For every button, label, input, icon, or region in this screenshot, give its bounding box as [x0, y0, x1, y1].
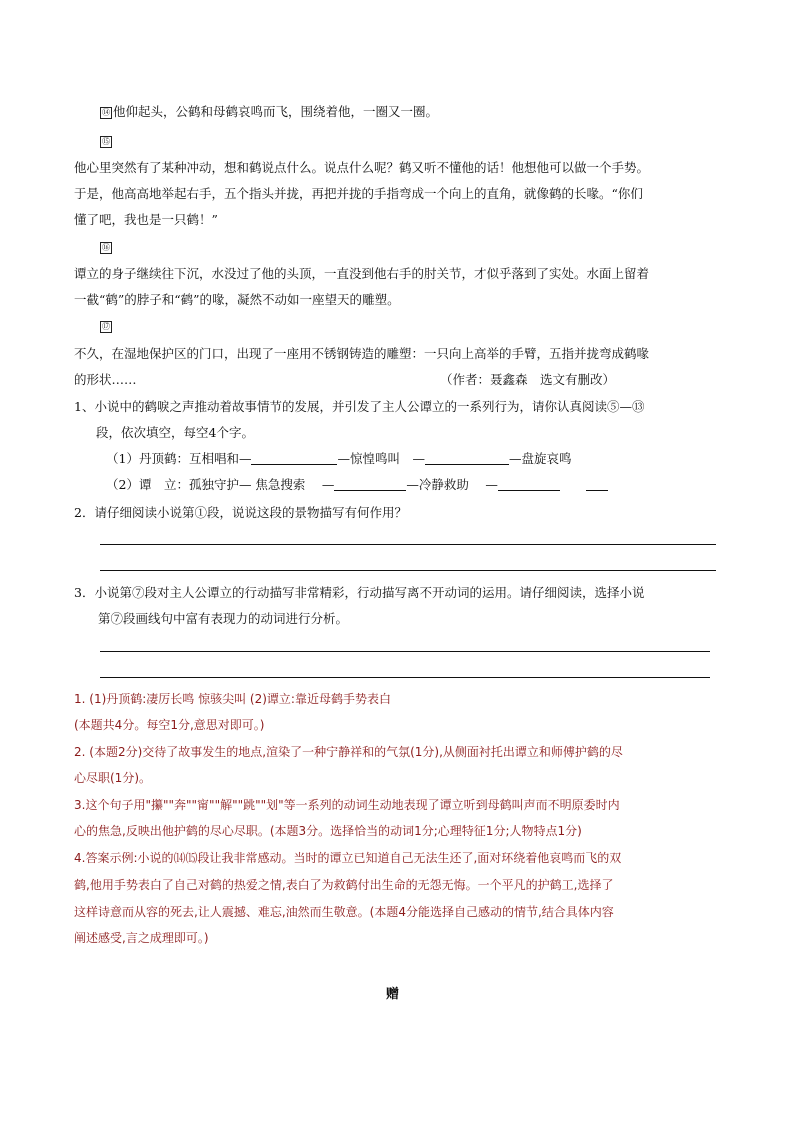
- story-paragraph-15-line-3: 懂了吧，我也是一只鹤！”: [74, 212, 218, 227]
- crane-blank-2[interactable]: [425, 452, 509, 465]
- answer-4-line-3: 这样诗意而从容的死去,让人震撼、难忘,油然而生敬意。(本题4分能选择自己感动的情节,结合具体内容: [74, 905, 614, 919]
- paragraph-15-marker-row: [100, 133, 113, 149]
- tanli-row-mid: —冷静救助 —: [406, 477, 498, 492]
- answer-4-line-1: 4.答案示例:小说的⒁⒂段让我非常感动。当时的谭立已知道自己无法生还了,面对环绕着他哀鸣而飞的双: [74, 851, 622, 865]
- question-2-answer-line-2[interactable]: [100, 570, 716, 571]
- story-paragraph-14: [100, 104, 438, 120]
- answer-2-line-1: 2. (本题2分)交待了故事发生的地点,渲染了一种宁静祥和的气氛(1分),从侧面衬托出谭立和师傅护鹤的尽: [74, 745, 623, 759]
- paragraph-16-marker-row: [100, 239, 113, 255]
- answer-4-line-4: 阐述感受,言之成理即可。): [74, 931, 209, 945]
- answer-2-line-2: 心尽职(1分)。: [74, 771, 151, 785]
- question-1-line-1: 1、小说中的鹤唳之声推动着故事情节的发展，并引发了主人公谭立的一系列行为，请你认真阅读⑤—⑬: [74, 399, 645, 414]
- tanli-blank-2[interactable]: [498, 478, 560, 491]
- paragraph-14-text: 他仰起头，公鹤和母鹤哀鸣而飞，围绕着他，一圈又一圈。: [113, 104, 439, 119]
- crane-row-mid: —惊惶鸣叫 —: [337, 451, 425, 466]
- answer-3-line-2: 心的焦急,反映出他护鹤的尽心尽职。(本题3分。选择恰当的动词1分;心理特征1分;人物特点1分): [74, 824, 582, 838]
- question-2-answer-line-1[interactable]: [100, 544, 716, 545]
- answer-1-line-2: (本题共4分。每空1分,意思对即可。): [74, 718, 265, 732]
- paragraph-17-marker-row: [100, 318, 113, 334]
- story-paragraph-17-line-1: 不久，在湿地保护区的门口，出现了一座用不锈钢铸造的雕塑：一只向上高举的手臂，五指并拢弯成鹤喙: [74, 346, 650, 361]
- tanli-row-prefix: （2）谭 立：孤独守护— 焦急搜索 —: [106, 477, 335, 492]
- paragraph-17-marker: ⑰: [102, 321, 110, 331]
- story-paragraph-16-line-2: 一截“鹤”的脖子和“鹤”的喙，凝然不动如一座望天的雕塑。: [74, 292, 400, 307]
- question-3-answer-line-2[interactable]: [100, 677, 710, 678]
- question-1-line-2: 段，依次填空，每空4个字。: [96, 425, 254, 440]
- answer-1-line-1: 1. (1)丹顶鹤:凄厉长鸣 惊骇尖叫 (2)谭立:靠近母鹤手势表白: [74, 692, 391, 706]
- question-3-line-2: 第⑦段画线句中富有表现力的动词进行分析。: [98, 611, 349, 626]
- question-2-line-1: 2．请仔细阅读小说第①段，说说这段的景物描写有何作用？: [74, 505, 407, 520]
- story-paragraph-17-line-2: 的形状……: [74, 372, 137, 387]
- crane-row-prefix: （1）丹顶鹤：互相唱和—: [106, 451, 252, 466]
- tanli-blank-1[interactable]: [334, 478, 406, 491]
- question-3-line-1: 3．小说第⑦段对主人公谭立的行动描写非常精彩，行动描写离不开动词的运用。请仔细阅读，选择小说: [74, 585, 645, 600]
- story-paragraph-15-line-1: 他心里突然有了某种冲动，想和鹤说点什么。说点什么呢？鹤又听不懂他的话！他想他可以做一个手势。: [74, 160, 650, 175]
- footer-mark: 赠: [386, 987, 400, 1002]
- crane-row-suffix: —盘旋哀鸣: [508, 451, 572, 466]
- question-1-crane-row: [106, 451, 572, 467]
- paragraph-14-marker: ⑭: [102, 107, 110, 117]
- story-paragraph-16-line-1: 谭立的身子继续往下沉，水没过了他的头顶，一直没到他右手的肘关节，才似乎落到了实处。水面上留着: [74, 266, 650, 281]
- tanli-blank-3[interactable]: [586, 478, 608, 491]
- answer-4-line-2: 鹤,他用手势表白了自己对鹤的热爱之情,表白了为救鹤付出生命的无怨无悔。一个平凡的护鹤工,选择了: [74, 878, 614, 892]
- paragraph-15-marker: ⑮: [102, 136, 110, 146]
- paragraph-16-marker: ⑯: [102, 242, 110, 252]
- story-paragraph-15-line-2: 于是，他高高地举起右手，五个指头并拢，再把并拢的手指弯成一个向上的直角，就像鹤的长喙。“你们: [74, 186, 643, 201]
- author-credit: （作者：聂鑫森 选文有删改）: [440, 372, 616, 387]
- crane-blank-1[interactable]: [251, 452, 337, 465]
- question-3-answer-line-1[interactable]: [100, 651, 710, 652]
- answer-3-line-1: 3.这个句子用"攥""奔""甯""解""跳""划"等一系列的动词生动地表现了谭立听到母鹤叫声而不明原委时内: [74, 798, 620, 812]
- question-1-tanli-row: [106, 477, 608, 493]
